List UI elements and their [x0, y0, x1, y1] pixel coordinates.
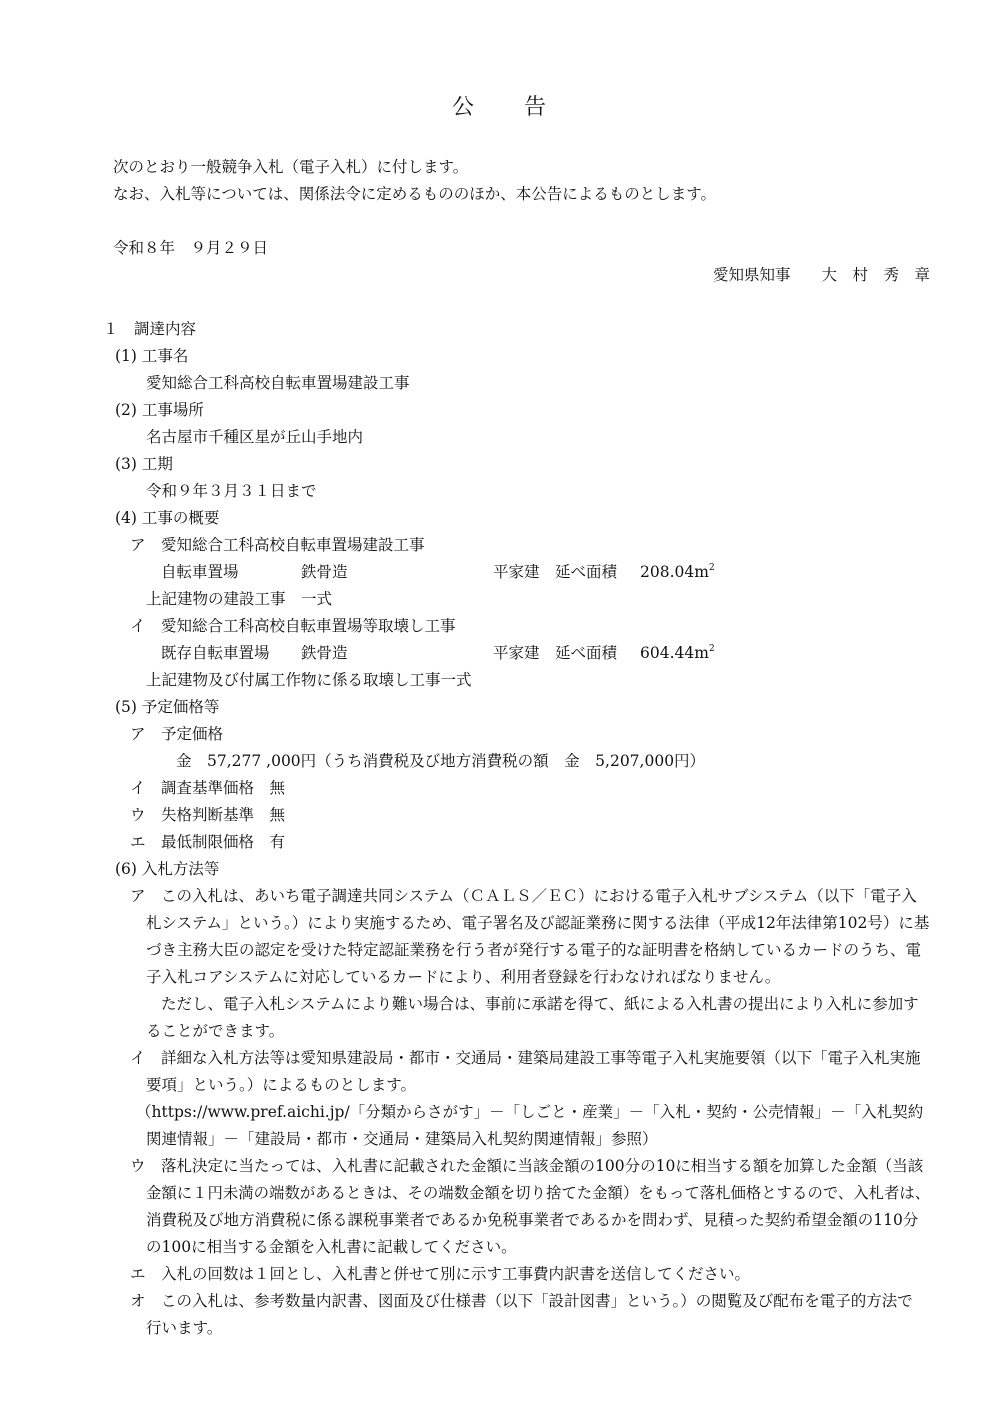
building-area	[640, 562, 715, 585]
paragraph-line: 消費税及び地方消費税に係る課税事業者であるか免税事業者であるかを問わず、見積った契約希望金額の110分	[146, 1211, 919, 1229]
paragraph-line: 行います。	[146, 1319, 223, 1337]
area-value: 604.44m	[640, 644, 709, 662]
notice-title: 公 告	[452, 95, 549, 120]
building-area	[640, 643, 715, 666]
paragraph-line: イ 詳細な入札方法等は愛知県建設局・都市・交通局・建築局建設工事等電子入札実施要領（以下「電子入札実施	[130, 1049, 921, 1067]
building-name: 自転車置場	[161, 563, 239, 581]
paragraph-line: ただし、電子入札システムにより難い場合は、事前に承諾を得て、紙による入札書の提出により入札に参加す	[161, 995, 919, 1013]
intro-line: 次のとおり一般競争入札（電子入札）に付します。	[113, 158, 469, 176]
sub-item-title: イ 愛知総合工科高校自転車置場等取壊し工事	[130, 617, 456, 635]
paragraph-line: エ 入札の回数は１回とし、入札書と併せて別に示す工事費内訳書を送信してください。	[130, 1265, 751, 1283]
area-value: 208.04m	[640, 563, 709, 581]
reference-url-line: （https://www.pref.aichi.jp/「分類からさがす」－「しごと・産業」－「入札・契約・公売情報」－「入札契約	[136, 1103, 924, 1121]
section-heading: １ 調達内容	[103, 320, 197, 338]
planned-price: 金 57,277 ,000円（うち消費税及び地方消費税の額 金 5,207,000円）	[176, 752, 706, 770]
paragraph-line: づき主務大臣の認定を受けた特定認証業務を行う者が発行する電子的な証明書を格納しているカードのうち、電	[146, 941, 922, 959]
paragraph-line: 札システム」という。）により実施するため、電子署名及び認証業務に関する法律（平成12年法律第102号）に基	[146, 914, 930, 932]
paragraph-line: 子入札コアシステムに対応しているカードにより、利用者登録を行わなければなりません。	[146, 968, 781, 986]
paragraph-line: ることができます。	[146, 1022, 285, 1040]
item-label: (1) 工事名	[115, 347, 189, 365]
paragraph-line: オ この入札は、参考数量内訳書、図面及び仕様書（以下「設計図書」という。）の閲覧及び配布を電子的方法で	[130, 1292, 913, 1310]
item-value: 名古屋市千種区星が丘山手地内	[146, 428, 364, 446]
building-floors: 平家建 延べ面積	[493, 644, 618, 662]
sub-item-title: ア 予定価格	[130, 725, 224, 743]
work-scope: 上記建物及び付属工作物に係る取壊し工事一式	[146, 671, 472, 689]
paragraph-line: の100に相当する金額を入札書に記載してください。	[146, 1238, 517, 1256]
reference-url-line: 関連情報」－「建設局・都市・交通局・建築局入札契約関連情報」参照）	[146, 1130, 658, 1148]
item-label: (3) 工期	[115, 455, 173, 473]
building-name: 既存自転車置場	[161, 644, 270, 662]
item-label: (6) 入札方法等	[115, 860, 220, 878]
sub-item-title: ア 愛知総合工科高校自転車置場建設工事	[130, 536, 425, 554]
building-structure: 鉄骨造	[301, 563, 348, 581]
paragraph-line: 金額に１円未満の端数があるときは、その端数金額を切り捨てた金額）をもって落札価格とするので、入札者は、	[146, 1184, 931, 1202]
item-value: 令和９年３月３１日まで	[146, 482, 317, 500]
item-label: (4) 工事の概要	[115, 509, 220, 527]
paragraph-line: ア この入札は、あいち電子調達共同システム（ＣＡＬＳ／ＥＣ）における電子入札サブシステム（以下「電子入	[130, 887, 917, 905]
item-label: (2) 工事場所	[115, 401, 204, 419]
intro-line: なお、入札等については、関係法令に定めるもののほか、本公告によるものとします。	[113, 185, 716, 203]
item-value: 愛知総合工科高校自転車置場建設工事	[146, 374, 410, 392]
price-criterion: ウ 失格判断基準 無	[130, 806, 286, 824]
paragraph-line: ウ 落札決定に当たっては、入札書に記載された金額に当該金額の100分の10に相当する額を加算した金額（当該	[130, 1157, 924, 1175]
area-unit-superscript: 2	[708, 644, 715, 654]
price-criterion: イ 調査基準価格 無	[130, 779, 286, 797]
work-scope: 上記建物の建設工事 一式	[146, 590, 333, 608]
paragraph-line: 要項」という。）によるものとします。	[146, 1076, 417, 1094]
signer: 愛知県知事 大 村 秀 章	[712, 266, 930, 284]
area-unit-superscript: 2	[708, 563, 715, 573]
item-label: (5) 予定価格等	[115, 698, 220, 716]
notice-date: 令和８年 ９月２９日	[113, 239, 269, 257]
price-criterion: エ 最低制限価格 有	[130, 833, 286, 851]
building-structure: 鉄骨造	[301, 644, 348, 662]
building-floors: 平家建 延べ面積	[493, 563, 618, 581]
